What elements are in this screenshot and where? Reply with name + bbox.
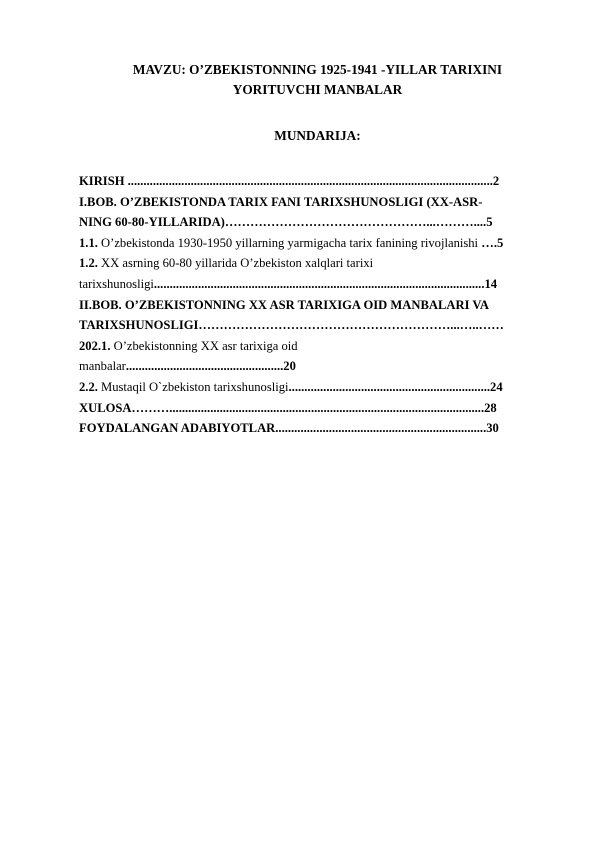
toc-line-section-1-2-part-1 xyxy=(79,253,554,274)
document-title-line-1: MAVZU: O’ZBEKISTONNING 1925-1941 -YILLAR TARIXINI xyxy=(132,62,503,77)
toc-section-title: manbalar xyxy=(79,359,126,374)
table-of-contents xyxy=(79,171,554,439)
toc-line-section-1-2-part-2 xyxy=(79,274,554,295)
toc-entry-text: II.BOB. O’ZBEKISTONNING XX ASR TARIXIGA OID MANBALARI VA xyxy=(79,297,489,312)
toc-line-section-2-2 xyxy=(79,377,554,398)
toc-page-leader: ..................................................20 xyxy=(125,359,296,374)
toc-entry-text: XULOSA………....................................................................................................28 xyxy=(79,400,497,415)
toc-line-chapter-2-part-2 xyxy=(79,315,554,336)
toc-entry-text: KIRISH ....................................................................................................................2 xyxy=(79,174,500,188)
toc-section-title: Mustaqil O`zbekiston tarixshunosligi xyxy=(97,379,289,394)
toc-line-section-2-1-part-2 xyxy=(79,356,554,377)
toc-section-number: 2.2. xyxy=(79,379,98,394)
toc-section-title: XX asrning 60-80 yillarida O’zbekiston xalqlari tarixi xyxy=(97,256,374,271)
toc-line-chapter-1-part-1 xyxy=(79,192,554,213)
toc-line-section-1-1 xyxy=(79,233,554,254)
toc-entry-text: TARIXSHUNOSLIGI……………………………………………………...…..…… xyxy=(79,318,504,333)
toc-page-leader: ….5 xyxy=(481,235,504,250)
document-title-line-2: YORITUVCHI MANBALAR xyxy=(232,82,403,97)
contents-heading: MUNDARIJA: xyxy=(274,128,361,143)
toc-line-chapter-1-part-2 xyxy=(79,212,554,233)
toc-section-number: 1.1. xyxy=(79,235,98,250)
toc-section-title: O’zbekistonda 1930-1950 yillarning yarmigacha tarix fanining rivojlanishi xyxy=(97,235,482,250)
toc-line-section-2-1-part-1 xyxy=(79,336,554,357)
toc-page-leader: .........................................................................................................14 xyxy=(153,276,498,291)
toc-line-conclusion xyxy=(79,398,554,419)
toc-line-chapter-2-part-1 xyxy=(79,295,554,316)
toc-line-references xyxy=(79,418,554,439)
toc-entry-text: NING 60-80-YILLARIDA)…………………………………………...………....5 xyxy=(79,215,493,230)
toc-line-introduction xyxy=(79,171,554,192)
toc-section-title: tarixshunosligi xyxy=(79,276,154,291)
toc-page-leader: ................................................................24 xyxy=(288,379,503,394)
toc-section-number: 1.2. xyxy=(79,256,98,271)
toc-entry-text: FOYDALANGAN ADABIYOTLAR...................................................................30 xyxy=(79,421,499,436)
toc-entry-text: I.BOB. O’ZBEKISTONDA TARIX FANI TARIXSHUNOSLIGI (XX-ASR- xyxy=(79,194,483,209)
toc-section-number: 202.1. xyxy=(79,338,111,353)
toc-section-title: O’zbekistonning XX asr tarixiga oid xyxy=(110,338,298,353)
